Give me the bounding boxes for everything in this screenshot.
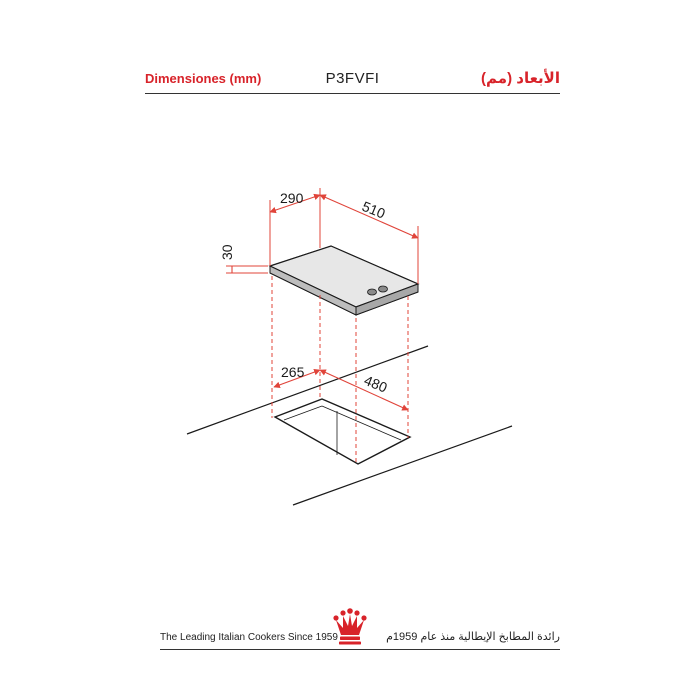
footer-divider — [160, 649, 560, 650]
tagline-english: The Leading Italian Cookers Since 1959 — [160, 632, 338, 643]
dimensions-title-ar: الأبعاد (مم) — [481, 70, 560, 87]
cutout-width-label: 480 — [361, 371, 390, 396]
tagline-arabic: رائدة المطابخ الإيطالية منذ عام 1959م — [386, 631, 560, 643]
cooktop-hob — [270, 246, 418, 315]
width-label: 510 — [359, 197, 388, 222]
height-label: 30 — [219, 244, 235, 260]
control-knob-icon — [379, 286, 388, 292]
crown-icon — [332, 608, 368, 646]
footer — [160, 608, 560, 658]
dimensions-title-es: Dimensiones (mm) — [145, 71, 262, 86]
cutout-depth-label: 265 — [281, 364, 305, 380]
countertop-outline — [187, 346, 512, 505]
extension-lines — [226, 188, 418, 462]
control-knob-icon — [368, 289, 377, 295]
countertop-cutout — [275, 399, 410, 464]
model-name: P3FVFI — [325, 70, 380, 87]
depth-label: 290 — [280, 190, 304, 206]
